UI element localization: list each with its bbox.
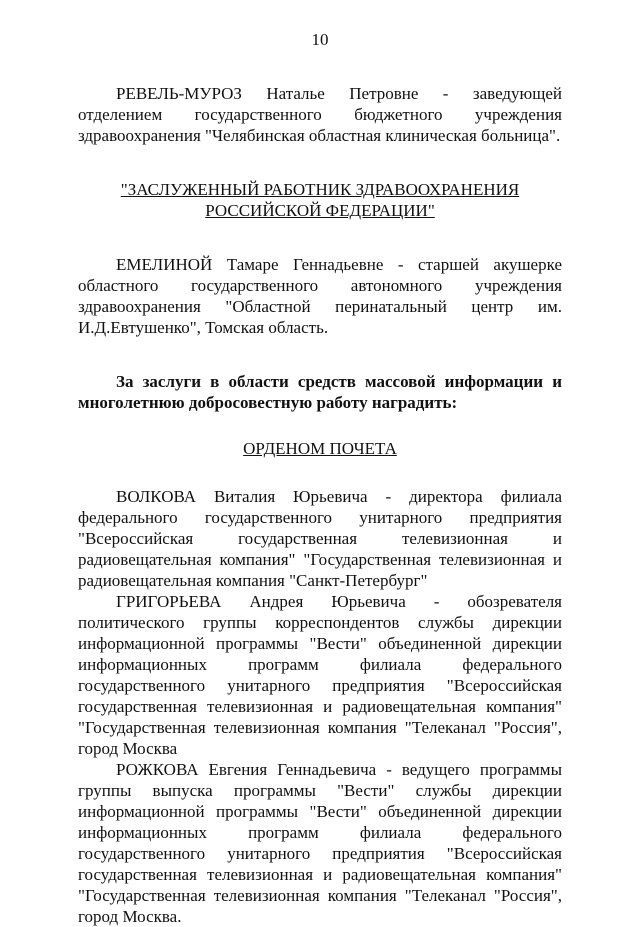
spacer (78, 459, 562, 486)
spacer (78, 338, 562, 371)
page-number: 10 (311, 30, 329, 49)
award-entry-grigoryev: ГРИГОРЬЕВА Андрея Юрьевича - обозревателя политического группы корреспондентов службы дирекции информационной программы "Вести" объединенной дирекции информационных программ филиала федерального государственного унитарного предприятия "Всероссийская государственная телевизионная и радиовещательная компания" "Государственная телевизионная компания "Телеканал "Россия", город Москва (78, 592, 562, 758)
award-intro-mass-media: За заслуги в области средств массовой информации и многолетнюю добросовестную работу наградить: (78, 372, 562, 412)
award-entry-volkov: ВОЛКОВА Виталия Юрьевича - директора филиала федерального государственного унитарного предприятия "Всероссийская государственная телевизионная и радиовещательная компания" "Государственная телевизионная и радиовещательная компания "Санкт-Петербург" (78, 487, 562, 590)
award-entry-revel-muroz: РЕВЕЛЬ-МУРОЗ Наталье Петровне - заведующей отделением государственного бюджетного учреждения здравоохранения "Челябинская областная клиническая больница". (78, 84, 562, 145)
spacer (78, 146, 562, 179)
section-heading-honored-worker-line2: РОССИЙСКОЙ ФЕДЕРАЦИИ" (205, 201, 435, 220)
award-entry-emelina: ЕМЕЛИНОЙ Тамаре Геннадьевне - старшей акушерке областного государственного автономного учреждения здравоохранения "Областной перинатальный центр им. И.Д.Евтушенко", Томская область. (78, 255, 562, 337)
section-heading-order-of-honor: ОРДЕНОМ ПОЧЕТА (243, 439, 397, 458)
document-page (78, 28, 562, 927)
spacer (78, 221, 562, 254)
section-heading-honored-worker-line1: "ЗАСЛУЖЕННЫЙ РАБОТНИК ЗДРАВООХРАНЕНИЯ (120, 180, 520, 199)
award-entry-rozhkov: РОЖКОВА Евгения Геннадьевича - ведущего программы группы выпуска программы "Вести" службы дирекции информационной программы "Вести" объединенной дирекции информационных программ филиала федерального государственного унитарного предприятия "Всероссийская государственная телевизионная и радиовещательная компания" "Государственная телевизионная компания "Телеканал "Россия", город Москва. (78, 760, 562, 926)
spacer (78, 413, 562, 438)
